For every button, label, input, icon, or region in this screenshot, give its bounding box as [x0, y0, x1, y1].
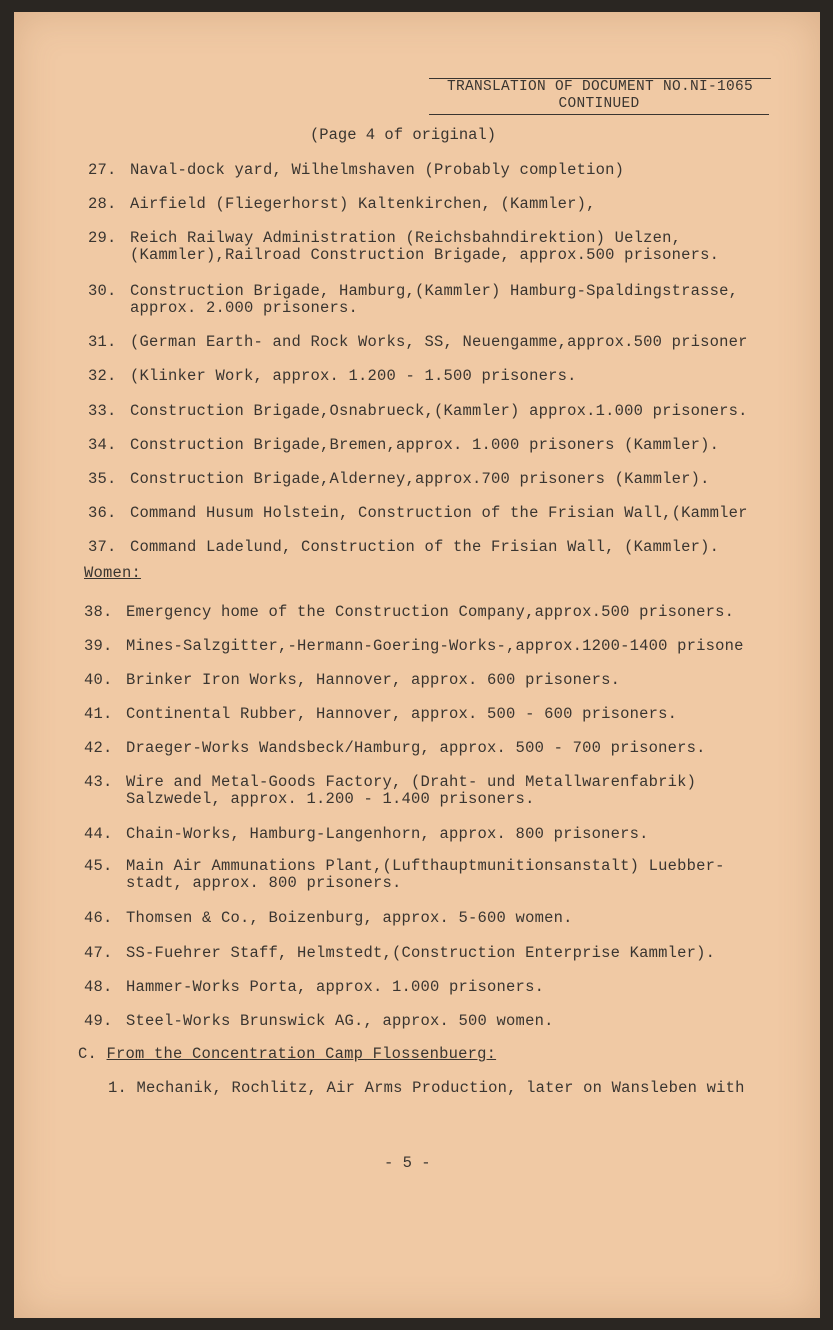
item-number: 48.: [84, 978, 113, 996]
women-heading: Women:: [84, 564, 142, 582]
list-item: [88, 471, 710, 488]
item-number: 37.: [88, 538, 117, 556]
item-text: Mines-Salzgitter,-Hermann-Goering-Works-,approx.1200-1400 prisone: [126, 637, 744, 655]
list-item: [108, 1080, 745, 1097]
item-text: Chain-Works, Hamburg-Langenhorn, approx. 800 prisoners.: [126, 825, 649, 843]
item-number: 29.: [88, 229, 117, 247]
list-item: [88, 162, 624, 179]
header-title: TRANSLATION OF DOCUMENT NO.NI-1065: [446, 79, 754, 95]
item-text: Main Air Ammunations Plant,(Lufthauptmunitionsanstalt) Luebber-: [126, 857, 725, 875]
document-page: [14, 12, 820, 1318]
list-item: [84, 672, 620, 689]
list-item: [84, 604, 734, 621]
list-item: [84, 945, 715, 962]
item-text: Construction Brigade,Osnabrueck,(Kammler) approx.1.000 prisoners.: [130, 402, 748, 420]
item-text: Naval-dock yard, Wilhelmshaven (Probably completion): [130, 161, 625, 179]
item-text: Emergency home of the Construction Company,approx.500 prisoners.: [126, 603, 735, 621]
item-number: 36.: [88, 504, 117, 522]
list-item: [84, 910, 573, 927]
item-number: 43.: [84, 773, 113, 791]
list-item: [84, 826, 649, 843]
section-c-heading: [78, 1046, 496, 1063]
list-item: [88, 334, 748, 351]
item-text: Construction Brigade,Alderney,approx.700 prisoners (Kammler).: [130, 470, 710, 488]
item-number: 41.: [84, 705, 113, 723]
header-continued: CONTINUED: [429, 96, 769, 115]
list-item: [84, 740, 706, 757]
item-number: 27.: [88, 161, 117, 179]
list-item: [88, 230, 719, 264]
item-number: 35.: [88, 470, 117, 488]
list-item: [84, 774, 696, 808]
item-text: Draeger-Works Wandsbeck/Hamburg, approx. 500 - 700 prisoners.: [126, 739, 706, 757]
item-number: 33.: [88, 402, 117, 420]
list-item: [88, 505, 748, 522]
item-number: 46.: [84, 909, 113, 927]
item-text: Hammer-Works Porta, approx. 1.000 prisoners.: [126, 978, 545, 996]
item-number: 47.: [84, 944, 113, 962]
item-number: 30.: [88, 282, 117, 300]
item-number: 45.: [84, 857, 113, 875]
item-number: 39.: [84, 637, 113, 655]
list-item: [88, 196, 596, 213]
list-item: [84, 1013, 554, 1030]
list-item: [88, 437, 719, 454]
item-number: 49.: [84, 1012, 113, 1030]
item-text: Brinker Iron Works, Hannover, approx. 600 prisoners.: [126, 671, 621, 689]
item-number: 38.: [84, 603, 113, 621]
list-item: [88, 283, 738, 317]
item-text: Airfield (Fliegerhorst) Kaltenkirchen, (Kammler),: [130, 195, 596, 213]
item-text-continued: stadt, approx. 800 prisoners.: [126, 874, 402, 892]
item-text-continued: approx. 2.000 prisoners.: [130, 299, 359, 317]
item-text-continued: Salzwedel, approx. 1.200 - 1.400 prisoners.: [126, 790, 535, 808]
item-number: 1.: [108, 1079, 128, 1097]
item-number: 31.: [88, 333, 117, 351]
item-text-continued: (Kammler),Railroad Construction Brigade, approx.500 prisoners.: [130, 246, 720, 264]
item-text: Construction Brigade, Hamburg,(Kammler) Hamburg-Spaldingstrasse,: [130, 282, 739, 300]
item-text: Reich Railway Administration (Reichsbahndirektion) Uelzen,: [130, 229, 682, 247]
list-item: [84, 858, 725, 892]
item-number: 34.: [88, 436, 117, 454]
page-of-original: (Page 4 of original): [310, 126, 497, 144]
list-item: [84, 979, 544, 996]
item-text: Thomsen & Co., Boizenburg, approx. 5-600 women.: [126, 909, 573, 927]
item-text: Command Husum Holstein, Construction of the Frisian Wall,(Kammler: [130, 504, 748, 522]
item-number: 44.: [84, 825, 113, 843]
list-item: [84, 706, 677, 723]
list-item: [88, 403, 748, 420]
item-number: 28.: [88, 195, 117, 213]
item-number: 42.: [84, 739, 113, 757]
item-text: (German Earth- and Rock Works, SS, Neuengamme,approx.500 prisoner: [130, 333, 748, 351]
item-text: Mechanik, Rochlitz, Air Arms Production, later on Wansleben with: [136, 1079, 745, 1097]
item-text: Continental Rubber, Hannover, approx. 500 - 600 prisoners.: [126, 705, 678, 723]
page-number: - 5 -: [384, 1154, 431, 1172]
item-number: 32.: [88, 367, 117, 385]
item-number: 40.: [84, 671, 113, 689]
document-header: [429, 78, 771, 115]
section-c-title: From the Concentration Camp Flossenbuerg:: [106, 1045, 497, 1063]
list-item: [88, 539, 719, 556]
list-item: [88, 368, 577, 385]
item-text: SS-Fuehrer Staff, Helmstedt,(Construction Enterprise Kammler).: [126, 944, 716, 962]
section-c-label: C.: [78, 1045, 98, 1063]
item-text: Wire and Metal-Goods Factory, (Draht- und Metallwarenfabrik): [126, 773, 697, 791]
item-text: Construction Brigade,Bremen,approx. 1.000 prisoners (Kammler).: [130, 436, 720, 454]
list-item: [84, 638, 744, 655]
item-text: Steel-Works Brunswick AG., approx. 500 women.: [126, 1012, 554, 1030]
item-text: Command Ladelund, Construction of the Frisian Wall, (Kammler).: [130, 538, 720, 556]
item-text: (Klinker Work, approx. 1.200 - 1.500 prisoners.: [130, 367, 577, 385]
